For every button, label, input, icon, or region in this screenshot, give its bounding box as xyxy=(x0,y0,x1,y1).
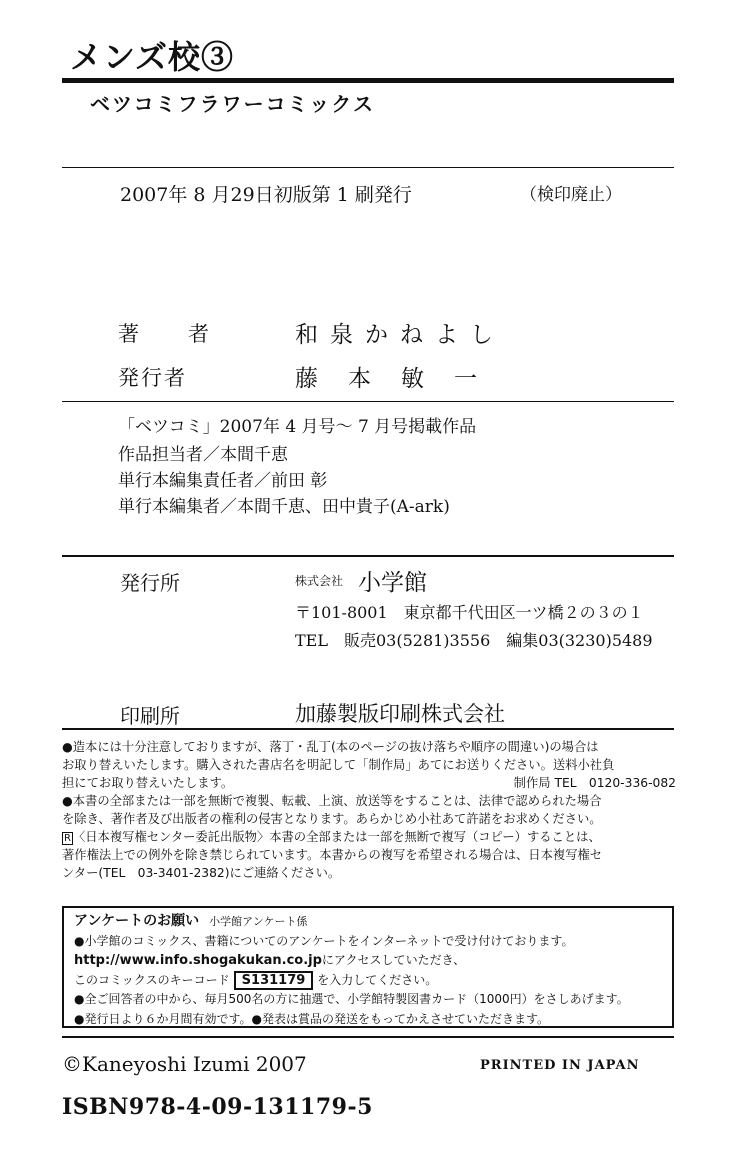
publisher-address: 〒101-8001 東京都千代田区一ツ橋２の３の１ xyxy=(295,603,644,622)
imprint-label: ベツコミフラワーコミックス xyxy=(90,92,375,116)
survey-title: アンケートのお願い xyxy=(74,913,200,929)
serialization-note: 「ベツコミ」2007年 4 月号～ 7 月号掲載作品 xyxy=(118,417,477,437)
author-label: 著 者 xyxy=(118,322,223,346)
printer-rule xyxy=(62,728,674,730)
editorial-rule xyxy=(62,555,674,557)
survey-header xyxy=(74,912,662,932)
author-name: 和泉かねよし xyxy=(295,322,505,348)
survey-box xyxy=(62,906,674,1028)
survey-line xyxy=(74,971,662,991)
book-editors: 単行本編集者／本間千恵、田中貴子(A-ark) xyxy=(118,497,450,517)
company-type: 株式会社 xyxy=(295,574,344,588)
isbn: ISBN978-4-09-131179-5 xyxy=(62,1094,373,1120)
notice-text: 担にてお取り替えいたします。 xyxy=(62,776,234,790)
printed-in: PRINTED IN JAPAN xyxy=(480,1058,640,1073)
notice-line: ●造本には十分注意しておりますが、落丁・乱丁(本のページの抜け落ちや順序の間違い)の場合は xyxy=(62,740,599,754)
legal-notice xyxy=(62,738,682,882)
editor-in-charge: 作品担当者／本間千恵 xyxy=(118,445,288,465)
survey-text: このコミックスのキーコード xyxy=(74,972,230,987)
copyright: ©Kaneyoshi Izumi 2007 xyxy=(62,1052,307,1076)
survey-line: ●発行日より６か月間有効です。●発表は賞品の発送をもってかえさせていただきます。 xyxy=(74,1011,550,1026)
notice-line xyxy=(62,774,682,792)
notice-line: 著作権法上での例外を除き禁じられています。本書からの複写を希望される場合は、日本複写権セ xyxy=(62,848,603,862)
issuer-label: 発行者 xyxy=(118,366,187,390)
survey-line: ●小学館のコミックス、書籍についてのアンケートをインターネットで受け付けております。 xyxy=(74,933,574,948)
notice-line: を除き、著作者及び出版者の権利の侵害となります。あらかじめ小社あて許諾をお求めください。 xyxy=(62,812,602,826)
survey-text: にアクセスしていただき、 xyxy=(321,953,466,967)
credits-rule xyxy=(62,401,674,402)
production-tel: 制作局 TEL 0120-336-082 xyxy=(513,776,676,790)
notice-line: ンター(TEL 03-3401-2382)にご連絡ください。 xyxy=(62,866,341,880)
notice-text: 〈日本複写権センター委託出版物〉本書の全部または一部を無断で複写（コピー）することは、 xyxy=(72,830,601,844)
notice-line: お取り替えいたします。購入された書店名を明記して「制作局」あてにお送りください。送料小社負 xyxy=(62,758,615,772)
label-rule xyxy=(62,167,674,168)
registered-mark-icon: R xyxy=(64,833,71,844)
publication-date: 2007年 8 月29日初版第 1 刷発行 xyxy=(120,184,412,206)
publisher-label: 発行所 xyxy=(120,571,180,595)
publisher-tel: TEL 販売03(5281)3556 編集03(3230)5489 xyxy=(295,631,653,650)
stamp-note: （検印廃止） xyxy=(520,185,622,205)
issuer-name: 藤本敏一 xyxy=(295,366,507,392)
notice-line xyxy=(62,828,682,846)
survey-line: ●全ご回答者の中から、毎月500名の方に抽選で、小学館特製図書カード（1000円）をさしあげます。 xyxy=(74,992,629,1006)
survey-url-link[interactable]: http://www.info.shogakukan.co.jp xyxy=(74,953,322,968)
notice-line: ●本書の全部または一部を無断で複製、転載、上演、放送等をすることは、法律で認められた場合 xyxy=(62,794,602,808)
book-title: メンズ校③ xyxy=(70,38,235,76)
printer-label: 印刷所 xyxy=(120,704,180,728)
survey-text: を入力してください。 xyxy=(317,972,438,987)
publisher-name: 小学館 xyxy=(358,570,427,596)
survey-line xyxy=(74,951,662,971)
printer-name: 加藤製版印刷株式会社 xyxy=(295,702,505,726)
title-rule xyxy=(62,78,674,83)
key-code: S131179 xyxy=(234,971,314,990)
chief-editor: 単行本編集責任者／前田 彰 xyxy=(118,471,328,491)
survey-rule xyxy=(62,1036,674,1038)
survey-dept: 小学館アンケート係 xyxy=(209,915,308,928)
